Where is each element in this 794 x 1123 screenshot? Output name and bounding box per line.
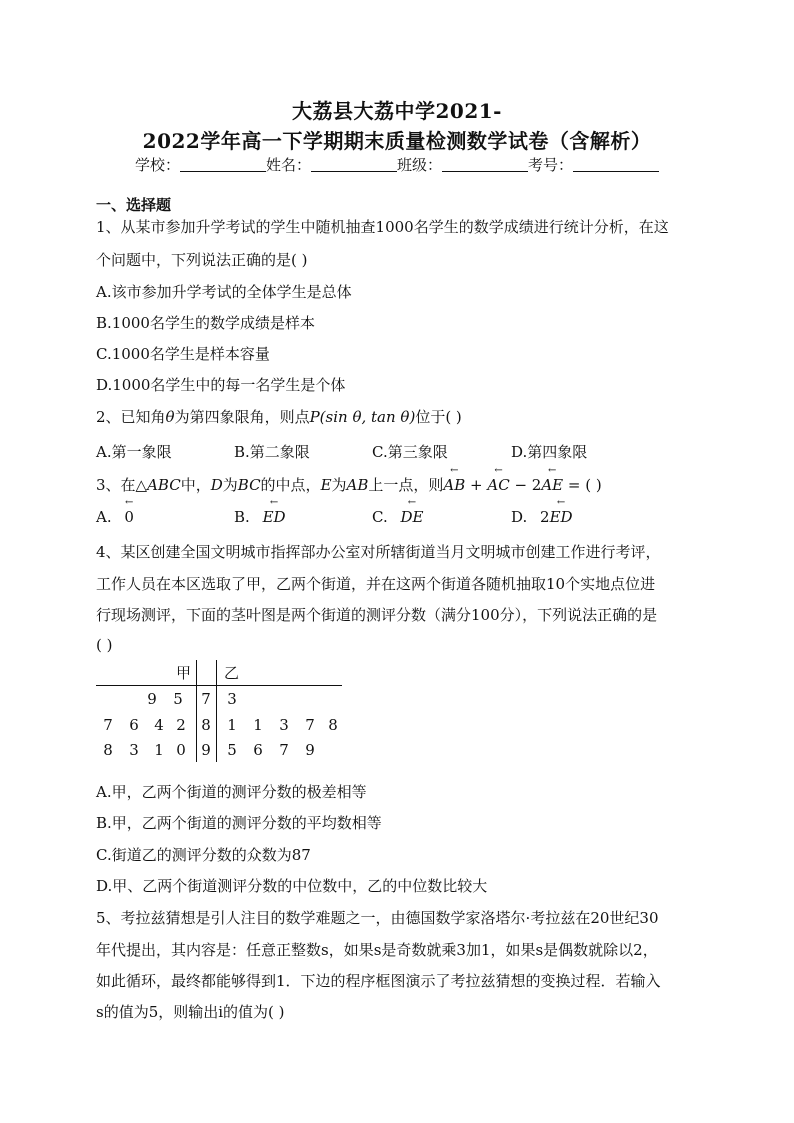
stem-leaf-right-header: 乙 [224, 664, 240, 682]
q3-equals: = ( ) [563, 476, 602, 494]
right-leaf: 5 [227, 741, 237, 759]
left-leaf: 0 [176, 741, 186, 759]
number-blank[interactable] [573, 157, 659, 172]
exam-title-line1: 大荔县大荔中学2021- [292, 99, 502, 123]
q3-option-c-value: ← DE [401, 508, 424, 526]
q3-option-a-label: A. [96, 508, 112, 526]
left-leaf: 5 [173, 690, 183, 708]
left-leaf: 6 [129, 716, 139, 734]
q3-triangle: △ABC [135, 476, 181, 494]
q3-option-c-label: C. [372, 508, 388, 526]
left-leaf: 2 [176, 716, 186, 734]
right-leaf: 8 [328, 716, 338, 734]
right-leaf: 7 [305, 716, 315, 734]
q4-stem-line2: 工作人员在本区选取了甲，乙两个街道，并在这两个街道各随机抽取10个实地点位进 [96, 575, 656, 593]
school-blank[interactable] [180, 157, 266, 172]
right-leaf: 6 [253, 741, 263, 759]
section-title: 一、选择题 [96, 196, 172, 214]
q3-option-d-label: D. [511, 508, 528, 526]
q4-option-a: A.甲，乙两个街道的测评分数的极差相等 [96, 783, 367, 801]
q2-stem [96, 406, 462, 427]
q2-theta: θ [165, 408, 175, 426]
right-leaf: 1 [227, 716, 237, 734]
stem-leaf-plot [96, 660, 346, 770]
q4-stem-line3: 行现场测评，下面的茎叶图是两个街道的测评分数（满分100分），下列说法正确的是 [96, 606, 658, 624]
class-blank[interactable] [442, 157, 528, 172]
q3-option-d-value: ← ED [550, 508, 573, 526]
q2-prefix: 2、已知角 [96, 408, 166, 426]
q3-option-b [234, 508, 286, 526]
q1-option-a: A.该市参加升学考试的全体学生是总体 [96, 283, 352, 301]
q3-segment-bc: BC [237, 476, 261, 494]
q4-stem-line1: 4、某区创建全国文明城市指挥部办公室对所辖街道当月文明城市创建工作进行考评， [96, 543, 661, 561]
stem-leaf-left-header: 甲 [176, 664, 192, 682]
q3-stem [96, 474, 602, 495]
q3-option-d-coef: 2 [540, 508, 550, 526]
q3-vector-ae: ← AE [541, 476, 563, 494]
stem-leaf-divider-left [196, 660, 197, 762]
q2-option-b: B.第二象限 [234, 443, 310, 461]
left-leaf: 3 [129, 741, 139, 759]
left-leaf: 8 [103, 741, 113, 759]
q2-point: P(sin θ, tan θ) [309, 408, 416, 426]
stem-leaf-divider-right [216, 660, 217, 762]
right-leaf: 3 [279, 716, 289, 734]
left-leaf: 1 [154, 741, 164, 759]
stem-value: 9 [201, 741, 211, 759]
right-leaf: 1 [253, 716, 263, 734]
q3-option-a-value: ← 0 [124, 508, 134, 526]
class-label: 班级： [397, 156, 443, 174]
exam-title-line2: 2022学年高一下学期期末质量检测数学试卷（含解析） [142, 129, 652, 153]
stem-leaf-header-rule [96, 685, 342, 686]
student-info-row [0, 154, 794, 175]
stem-value: 7 [201, 690, 211, 708]
right-leaf: 9 [305, 741, 315, 759]
q5-stem-line4: s的值为5，则输出i的值为( ) [96, 1003, 285, 1021]
name-blank[interactable] [311, 157, 397, 172]
q3-minus: − 2 [509, 476, 542, 494]
q5-stem-line1: 5、考拉兹猜想是引人注目的数学难题之一，由德国数学家洛塔尔·考拉兹在20世纪30 [96, 909, 659, 927]
q3-option-d [511, 508, 573, 526]
school-label: 学校： [134, 156, 180, 174]
q5-stem-line2: 年代提出，其内容是：任意正整数s，如果s是奇数就乘3加1，如果s是偶数就除以2， [96, 941, 658, 959]
q3-segment-ab: AB [346, 476, 369, 494]
q1-option-d: D.1000名学生中的每一名学生是个体 [96, 376, 346, 394]
left-leaf: 4 [154, 716, 164, 734]
q1-stem-line1: 1、从某市参加升学考试的学生中随机抽查1000名学生的数学成绩进行统计分析，在这 [96, 218, 669, 236]
q1-stem-line2: 个问题中，下列说法正确的是( ) [96, 251, 308, 269]
q2-suffix: 位于( ) [415, 408, 462, 426]
q3-point-d: D [210, 476, 223, 494]
right-leaf: 7 [279, 741, 289, 759]
q1-option-b: B.1000名学生的数学成绩是样本 [96, 314, 315, 332]
q4-option-b: B.甲，乙两个街道的测评分数的平均数相等 [96, 814, 382, 832]
q2-option-c: C.第三象限 [372, 443, 448, 461]
right-leaf: 3 [227, 690, 237, 708]
q3-option-b-label: B. [234, 508, 250, 526]
q3-point-e: E [320, 476, 332, 494]
q4-option-c: C.街道乙的测评分数的众数为87 [96, 846, 311, 864]
q3-text5: 上一点，则 [368, 476, 444, 494]
q4-stem-line4: ( ) [96, 636, 113, 654]
q2-option-a: A.第一象限 [96, 443, 172, 461]
number-label: 考号： [528, 156, 574, 174]
stem-value: 8 [201, 716, 211, 734]
q5-stem-line3: 如此循环，最终都能够得到1．下边的程序框图演示了考拉兹猜想的变换过程．若输入 [96, 972, 661, 990]
q3-text2: 为 [222, 476, 238, 494]
left-leaf: 9 [147, 690, 157, 708]
q3-option-b-value: ← ED [263, 508, 286, 526]
q3-option-c [372, 508, 423, 526]
q3-text1: 中， [180, 476, 211, 494]
q4-option-d: D.甲、乙两个街道测评分数的中位数中，乙的中位数比较大 [96, 877, 488, 895]
q2-option-d: D.第四象限 [511, 443, 588, 461]
q3-prefix: 3、在 [96, 476, 136, 494]
name-label: 姓名： [265, 156, 311, 174]
q1-option-c: C.1000名学生是样本容量 [96, 345, 270, 363]
q3-vector-ab: ← AB [443, 476, 465, 494]
q3-text4: 为 [331, 476, 347, 494]
q2-middle: 为第四象限角，则点 [174, 408, 310, 426]
q3-plus: + [465, 476, 488, 494]
q3-option-a [96, 508, 134, 526]
q3-vector-ac: ← AC [487, 476, 509, 494]
q3-text3: 的中点， [260, 476, 321, 494]
left-leaf: 7 [103, 716, 113, 734]
